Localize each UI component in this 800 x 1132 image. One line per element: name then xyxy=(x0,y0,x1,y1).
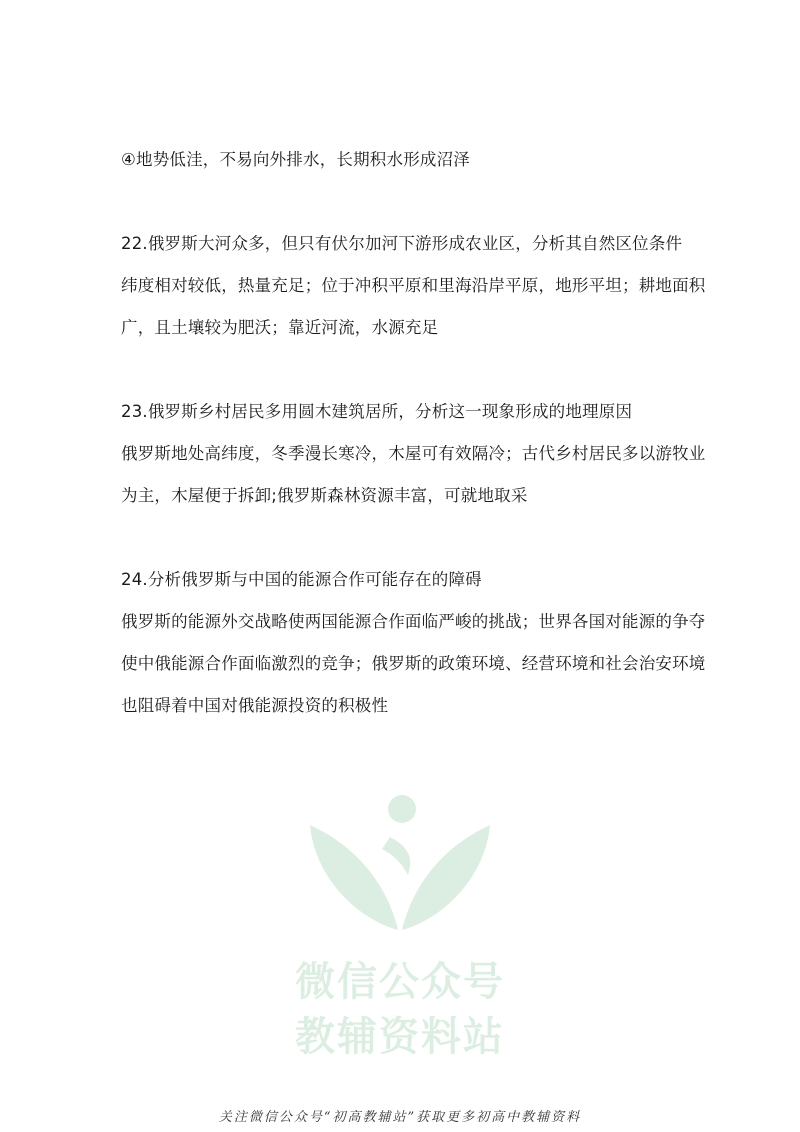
page-footer: 关注微信公众号“初高教辅站”获取更多初高中教辅资料 xyxy=(218,1110,582,1125)
answer-line: 为主，木屋便于拆卸;俄罗斯森林资源丰富，可就地取采 xyxy=(121,486,528,505)
answer-line: 也阻碍着中国对俄能源投资的积极性 xyxy=(121,696,389,715)
watermark-text-line2: 教辅资料站 xyxy=(295,1014,505,1060)
question-24: 24.分析俄罗斯与中国的能源合作可能存在的障碍 xyxy=(121,570,482,589)
watermark-text-line1: 微信公众号 xyxy=(295,959,505,1005)
answer-line: ④地势低洼，不易向外排水，长期积水形成沼泽 xyxy=(121,150,470,169)
sprout-icon xyxy=(290,785,510,935)
question-23: 23.俄罗斯乡村居民多用圆木建筑居所，分析这一现象形成的地理原因 xyxy=(121,402,633,421)
watermark-logo xyxy=(290,785,510,1060)
answer-line: 俄罗斯地处高纬度，冬季漫长寒冷，木屋可有效隔冷；古代乡村居民多以游牧业 xyxy=(121,444,706,463)
answer-line: 使中俄能源合作面临激烈的竞争；俄罗斯的政策环境、经营环境和社会治安环境 xyxy=(121,654,706,673)
answer-line: 广，且土壤较为肥沃；靠近河流，水源充足 xyxy=(121,318,439,337)
answer-line: 俄罗斯的能源外交战略使两国能源合作面临严峻的挑战；世界各国对能源的争夺 xyxy=(121,612,706,631)
answer-line: 纬度相对较低，热量充足；位于冲积平原和里海沿岸平原，地形平坦；耕地面积 xyxy=(121,276,706,295)
question-22: 22.俄罗斯大河众多，但只有伏尔加河下游形成农业区，分析其自然区位条件 xyxy=(121,234,683,253)
